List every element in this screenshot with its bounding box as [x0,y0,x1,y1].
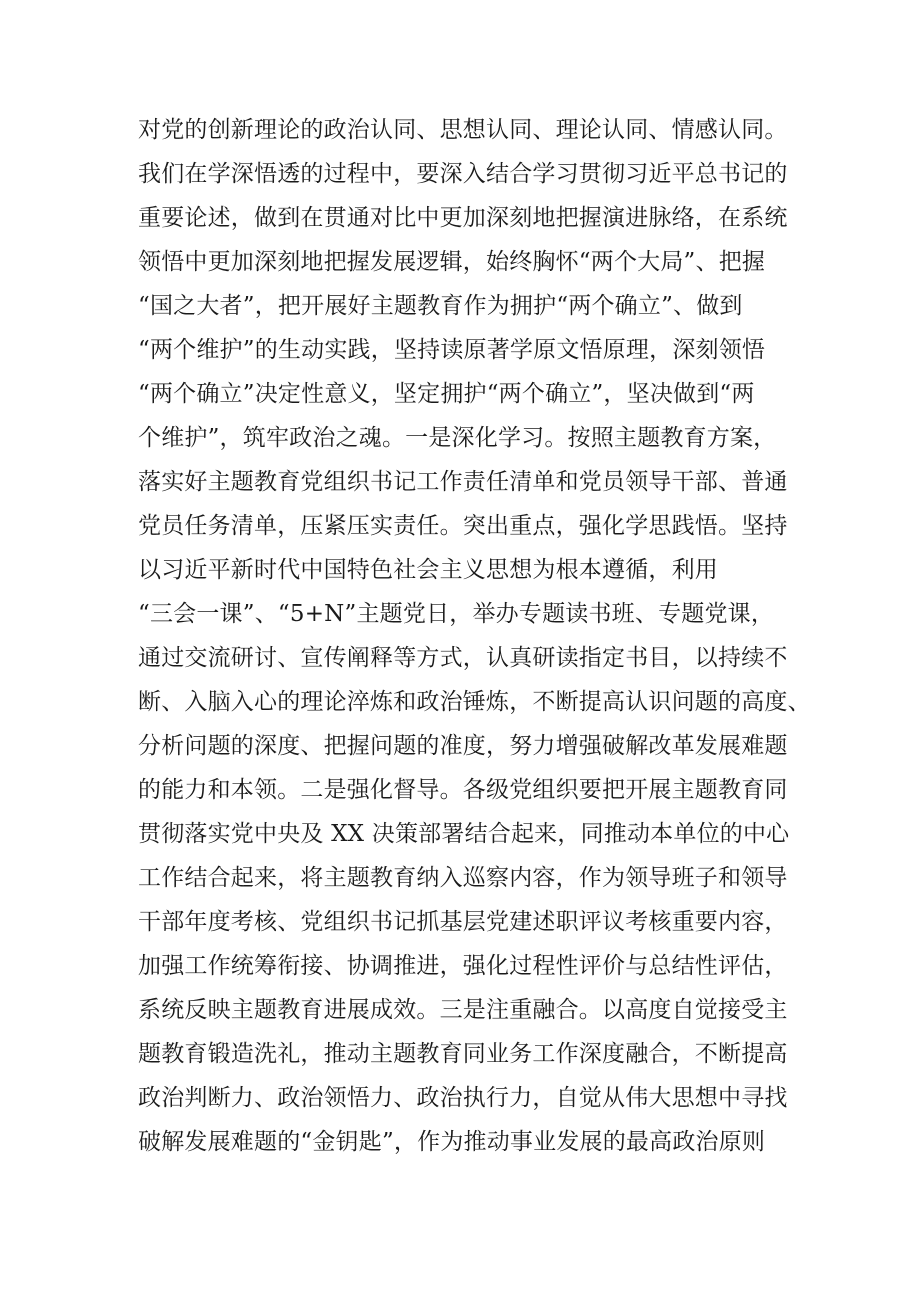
text-line: “两个确立”决定性意义，坚定拥护“两个确立”，坚决做到“两 [138,381,755,407]
text-line: 领悟中更加深刻地把握发展逻辑，始终胸怀“两个大局”、把握 [138,249,766,275]
body-paragraph [138,108,811,1164]
text-line: 的能力和本领。二是强化督导。各级党组织要把开展主题教育同 [138,777,788,803]
text-line: 贯彻落实党中央及 XX 决策部署结合起来，同推动本单位的中心 [138,821,790,847]
text-line: 党员任务清单，压紧压实责任。突出重点，强化学思践悟。坚持 [138,513,788,539]
text-line: 政治判断力、政治领悟力、政治执行力，自觉从伟大思想中寻找 [138,1085,788,1111]
text-line: 题教育锻造洗礼，推动主题教育同业务工作深度融合，不断提高 [138,1041,788,1067]
text-line: “两个维护”的生动实践，坚持读原著学原文悟原理，深刻领悟 [138,337,766,363]
text-line: “国之大者”，把开展好主题教育作为拥护“两个确立”、做到 [138,293,743,319]
text-line: 加强工作统筹衔接、协调推进，强化过程性评价与总结性评估， [138,953,788,979]
text-line: 我们在学深悟透的过程中，要深入结合学习贯彻习近平总书记的 [138,161,788,187]
text-line: 干部年度考核、党组织书记抓基层党建述职评议考核重要内容， [138,909,788,935]
text-line: 以习近平新时代中国特色社会主义思想为根本遵循，利用 [138,557,718,583]
text-line: 落实好主题教育党组织书记工作责任清单和党员领导干部、普通 [138,469,788,495]
text-line: 个维护”，筑牢政治之魂。一是深化学习。按照主题教育方案， [138,425,777,451]
text-line: 系统反映主题教育进展成效。三是注重融合。以高度自觉接受主 [138,997,788,1023]
text-line: 分析问题的深度、把握问题的准度，努力增强破解改革发展难题 [138,733,788,759]
text-line: 破解发展难题的“金钥匙”，作为推动事业发展的最高政治原则 [138,1129,766,1155]
text-line: 重要论述，做到在贯通对比中更加深刻地把握演进脉络，在系统 [138,205,788,231]
text-line: 对党的创新理论的政治认同、思想认同、理论认同、情感认同。 [138,117,788,143]
text-line: 通过交流研讨、宣传阐释等方式，认真研读指定书目，以持续不 [138,645,788,671]
text-line: 断、入脑入心的理论淬炼和政治锤炼，不断提高认识问题的高度、 [138,689,811,715]
text-line: “三会一课”、“5+N”主题党日，举办专题读书班、专题党课， [138,601,775,627]
text-line: 工作结合起来，将主题教育纳入巡察内容，作为领导班子和领导 [138,865,788,891]
